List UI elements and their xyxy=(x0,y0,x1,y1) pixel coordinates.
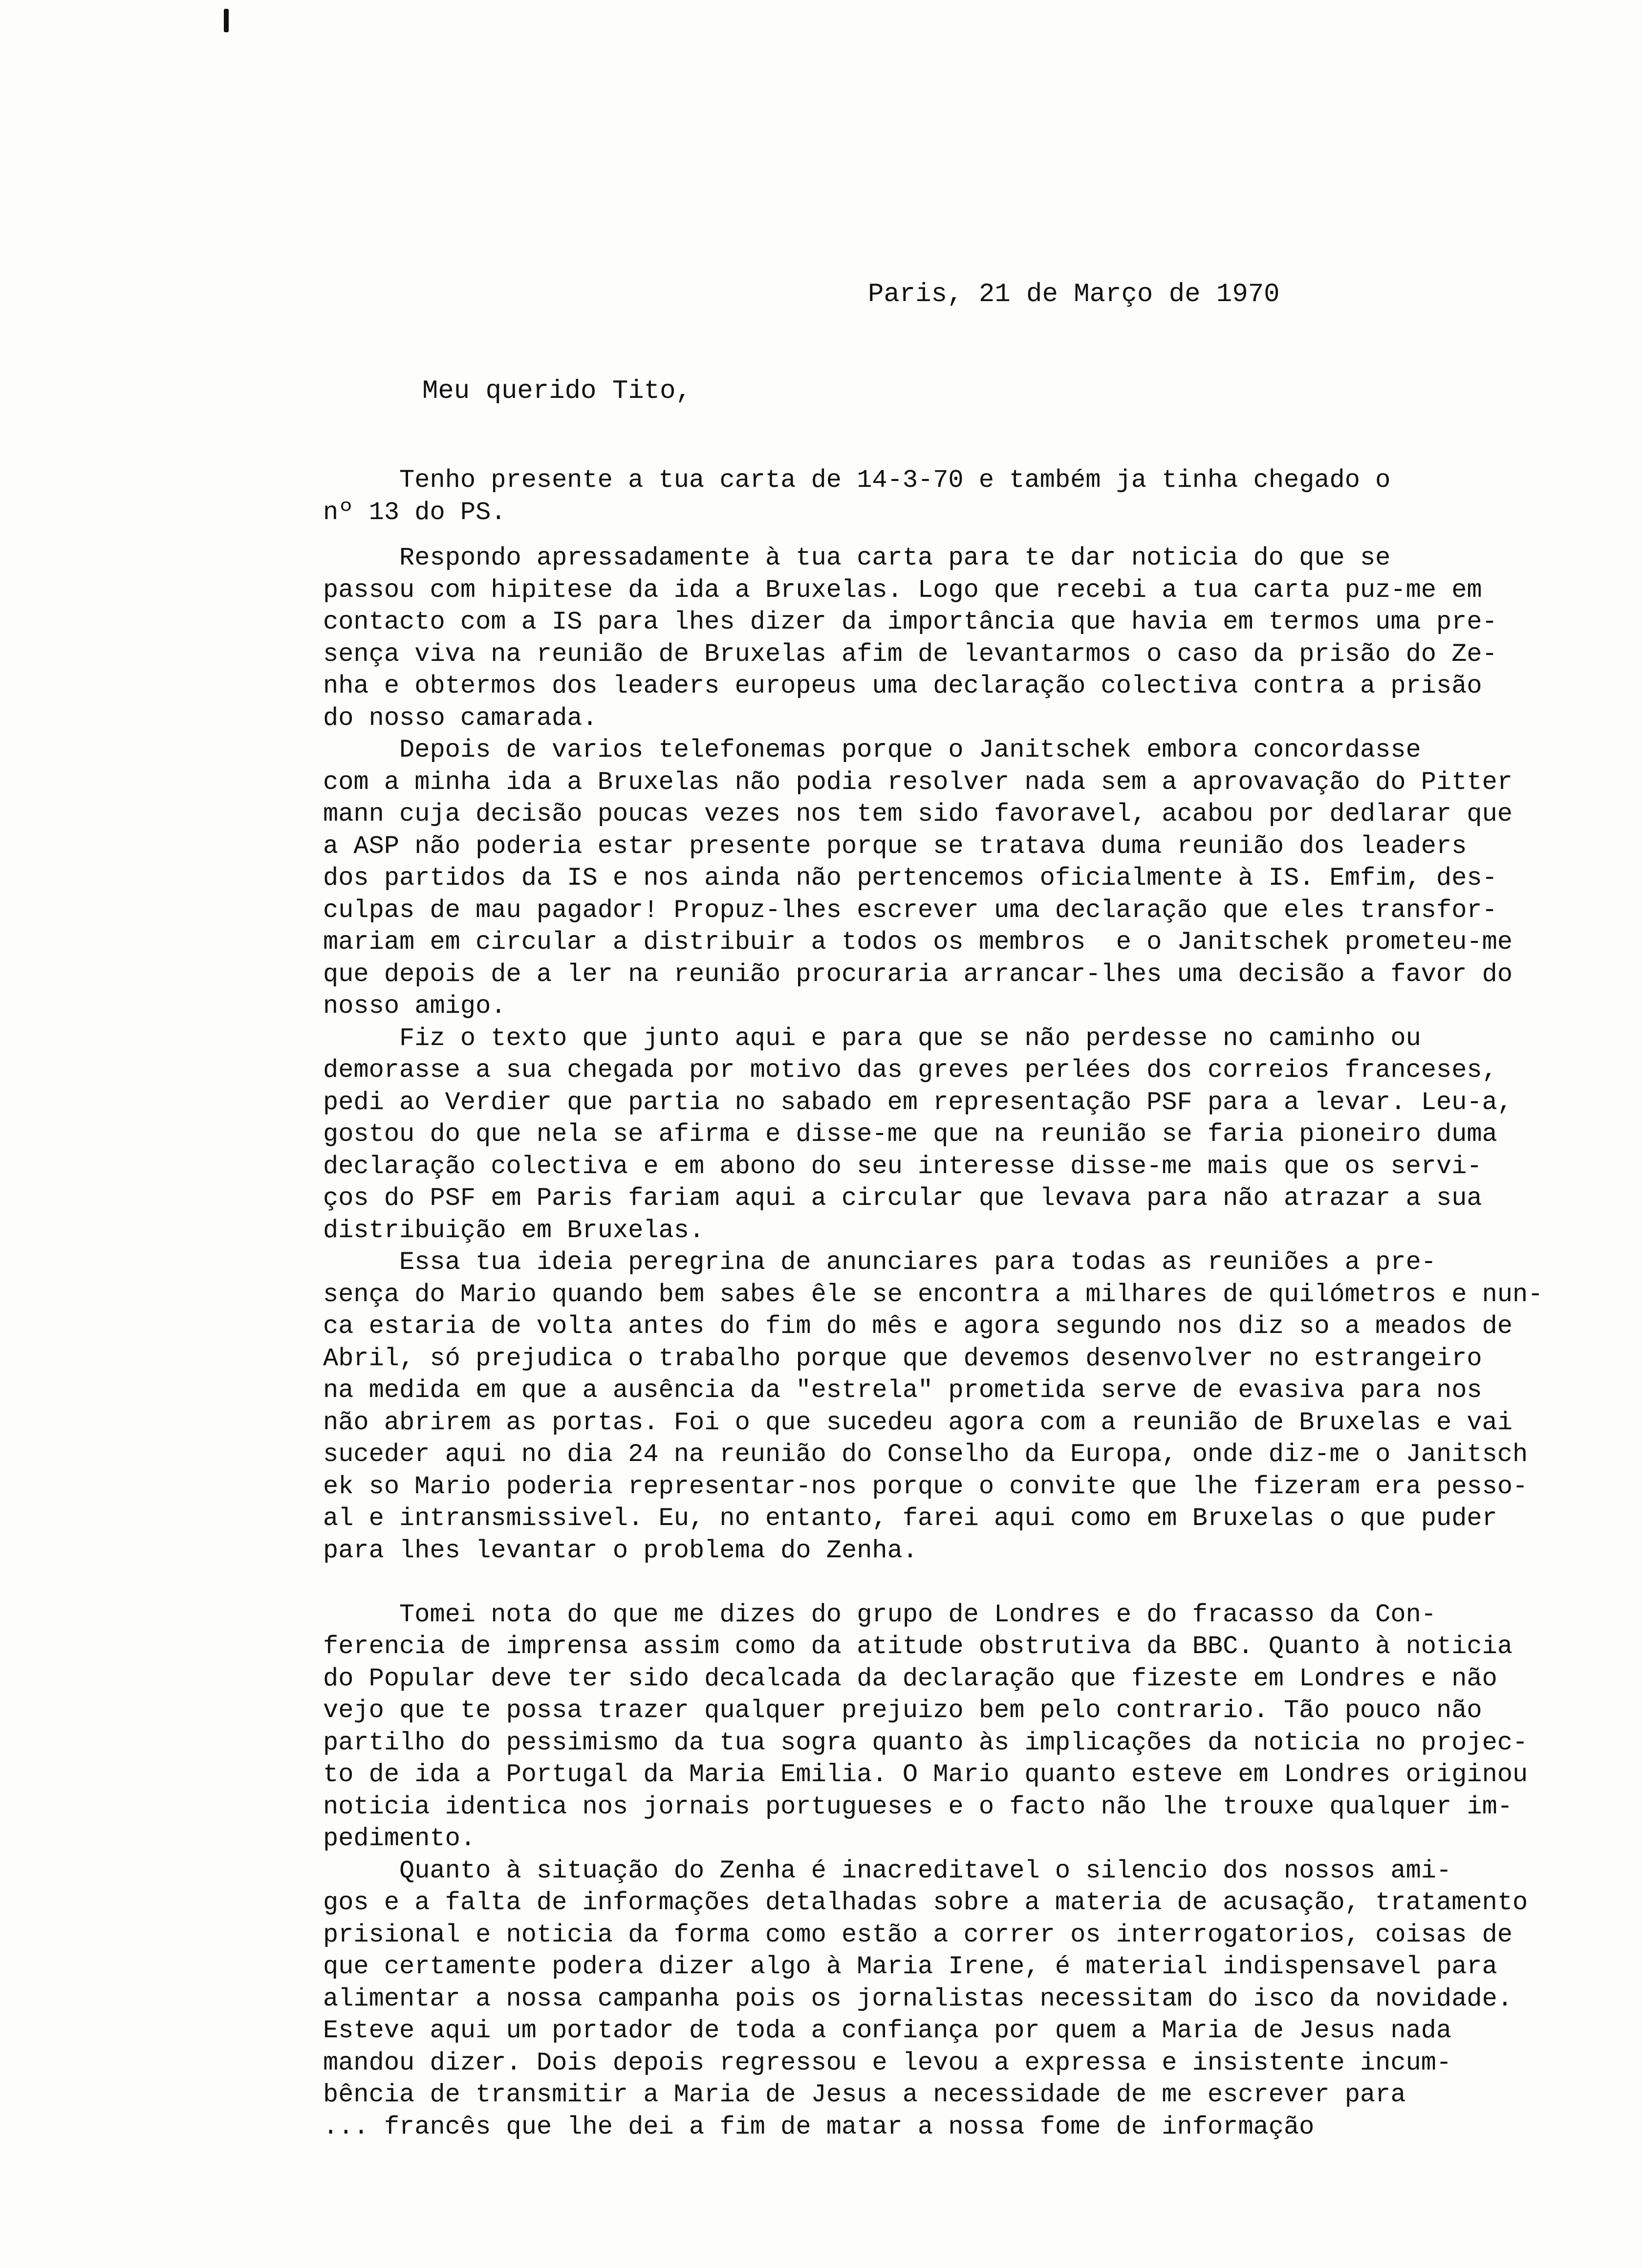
body-line: Abril, só prejudica o trabalho porque que devemos desenvolver no estrangeiro xyxy=(247,1344,1482,1373)
body-line: sença do Mario quando bem sabes êle se encontra a milhares de quilómetros e nun- xyxy=(247,1280,1543,1309)
body-line: nº 13 do PS. xyxy=(247,498,506,527)
body-line: que depois de a ler na reunião procuraria arrancar-lhes uma decisão a favor do xyxy=(247,960,1513,989)
letter-salutation: Meu querido Tito, xyxy=(422,376,691,406)
body-line: sença viva na reunião de Bruxelas afim de levantarmos o caso da prisão do Ze- xyxy=(247,639,1497,669)
body-line: Depois de varios telefonemas porque o Janitschek embora concordasse xyxy=(247,736,1421,764)
body-line: ços do PSF em Paris fariam aqui a circular que levava para não atrazar a sua xyxy=(247,1184,1482,1213)
body-line xyxy=(247,1567,1596,1599)
body-line: suceder aqui no dia 24 na reunião do Conselho da Europa, onde diz-me o Janitsch xyxy=(247,1440,1528,1469)
body-line: prisional e noticia da forma como estão a correr os interrogatorios, coisas de xyxy=(247,1920,1513,1949)
body-line: passou com hipitese da ida a Bruxelas. Logo que recebi a tua carta puz-me em xyxy=(247,575,1482,605)
body-line: Tenho presente a tua carta de 14-3-70 e também ja tinha chegado o xyxy=(247,466,1391,495)
letter-date: Paris, 21 de Março de 1970 xyxy=(868,280,1280,309)
body-line: não abrirem as portas. Foi o que sucedeu agora com a reunião de Bruxelas e vai xyxy=(247,1408,1513,1437)
body-line: partilho do pessimismo da tua sogra quanto às implicações da noticia no projec- xyxy=(247,1728,1528,1757)
body-line: do nosso camarada. xyxy=(247,703,598,733)
body-line: para lhes levantar o problema do Zenha. xyxy=(247,1536,918,1565)
body-line: vejo que te possa trazer qualquer prejuizo bem pelo contrario. Tão pouco não xyxy=(247,1696,1482,1725)
paragraph-gap xyxy=(247,528,1596,542)
body-line: ferencia de imprensa assim como da atitude obstrutiva da BBC. Quanto à noticia xyxy=(247,1632,1513,1661)
body-line: noticia identica nos jornais portugueses e o facto não lhe trouxe qualquer im- xyxy=(247,1792,1513,1821)
body-line: pedimento. xyxy=(247,1824,476,1853)
body-line: bência de transmitir a Maria de Jesus a necessidade de me escrever para xyxy=(247,2080,1406,2109)
body-line: ca estaria de volta antes do fim do mês e agora segundo nos diz so a meados de xyxy=(247,1312,1513,1341)
typewriter-mark xyxy=(224,9,229,32)
body-line: al e intransmissivel. Eu, no entanto, farei aqui como em Bruxelas o que puder xyxy=(247,1504,1497,1533)
body-line xyxy=(247,2143,1596,2175)
body-line: ... francês que lhe dei a fim de matar a nossa fome de informação xyxy=(247,2112,1315,2141)
body-line: Esteve aqui um portador de toda a confiança por quem a Maria de Jesus nada xyxy=(247,2016,1452,2045)
body-line: contacto com a IS para lhes dizer da importância que havia em termos uma pre- xyxy=(247,608,1497,636)
body-line: com a minha ida a Bruxelas não podia resolver nada sem a aprovavação do Pitter xyxy=(247,767,1513,797)
body-line: distribuição em Bruxelas. xyxy=(247,1216,705,1245)
body-line: do Popular deve ter sido decalcada da declaração que fizeste em Londres e não xyxy=(247,1664,1497,1693)
body-line: ek so Mario poderia representar-nos porque o convite que lhe fizeram era pesso- xyxy=(247,1472,1528,1501)
body-line: mariam em circular a distribuir a todos os membros e o Janitschek prometeu-me xyxy=(247,928,1513,957)
body-line: mandou dizer. Dois depois regressou e levou a expressa e insistente incum- xyxy=(247,2048,1452,2077)
body-line: nosso amigo. xyxy=(247,992,506,1021)
body-line: pedi ao Verdier que partia no sabado em representação PSF para a levar. Leu-a, xyxy=(247,1088,1513,1117)
body-line: demorasse a sua chegada por motivo das greves perlées dos correios franceses, xyxy=(247,1056,1497,1085)
body-line: Fiz o texto que junto aqui e para que se não perdesse no caminho ou xyxy=(247,1024,1421,1053)
body-line: Tomei nota do que me dizes do grupo de Londres e do fracasso da Con- xyxy=(247,1600,1436,1629)
body-line: dos partidos da IS e nos ainda não pertencemos oficialmente à IS. Emfim, des- xyxy=(247,864,1497,893)
body-line: mann cuja decisão poucas vezes nos tem sido favoravel, acabou por dedlarar que xyxy=(247,800,1513,829)
letter-body xyxy=(247,464,1596,2175)
body-line: declaração colectiva e em abono do seu interesse disse-me mais que os servi- xyxy=(247,1152,1482,1181)
body-line: gostou do que nela se afirma e disse-me que na reunião se faria pioneiro duma xyxy=(247,1120,1497,1149)
body-line: que certamente podera dizer algo à Maria Irene, é material indispensavel para xyxy=(247,1952,1497,1981)
body-line: nha e obtermos dos leaders europeus uma declaração colectiva contra a prisão xyxy=(247,672,1482,700)
body-line: Respondo apressadamente à tua carta para te dar noticia do que se xyxy=(247,544,1391,572)
body-line: culpas de mau pagador! Propuz-lhes escrever uma declaração que eles transfor- xyxy=(247,895,1497,925)
body-line: a ASP não poderia estar presente porque se tratava duma reunião dos leaders xyxy=(247,831,1467,861)
body-line: alimentar a nossa campanha pois os jornalistas necessitam do isco da novidade. xyxy=(247,1984,1513,2013)
body-line: to de ida a Portugal da Maria Emilia. O Mario quanto esteve em Londres originou xyxy=(247,1760,1528,1789)
body-line: gos e a falta de informações detalhadas sobre a materia de acusação, tratamento xyxy=(247,1888,1528,1917)
body-line: Quanto à situação do Zenha é inacreditavel o silencio dos nossos ami- xyxy=(247,1856,1452,1885)
body-line: na medida em que a ausência da "estrela" prometida serve de evasiva para nos xyxy=(247,1376,1482,1405)
body-line: Essa tua ideia peregrina de anunciares para todas as reuniões a pre- xyxy=(247,1248,1436,1277)
